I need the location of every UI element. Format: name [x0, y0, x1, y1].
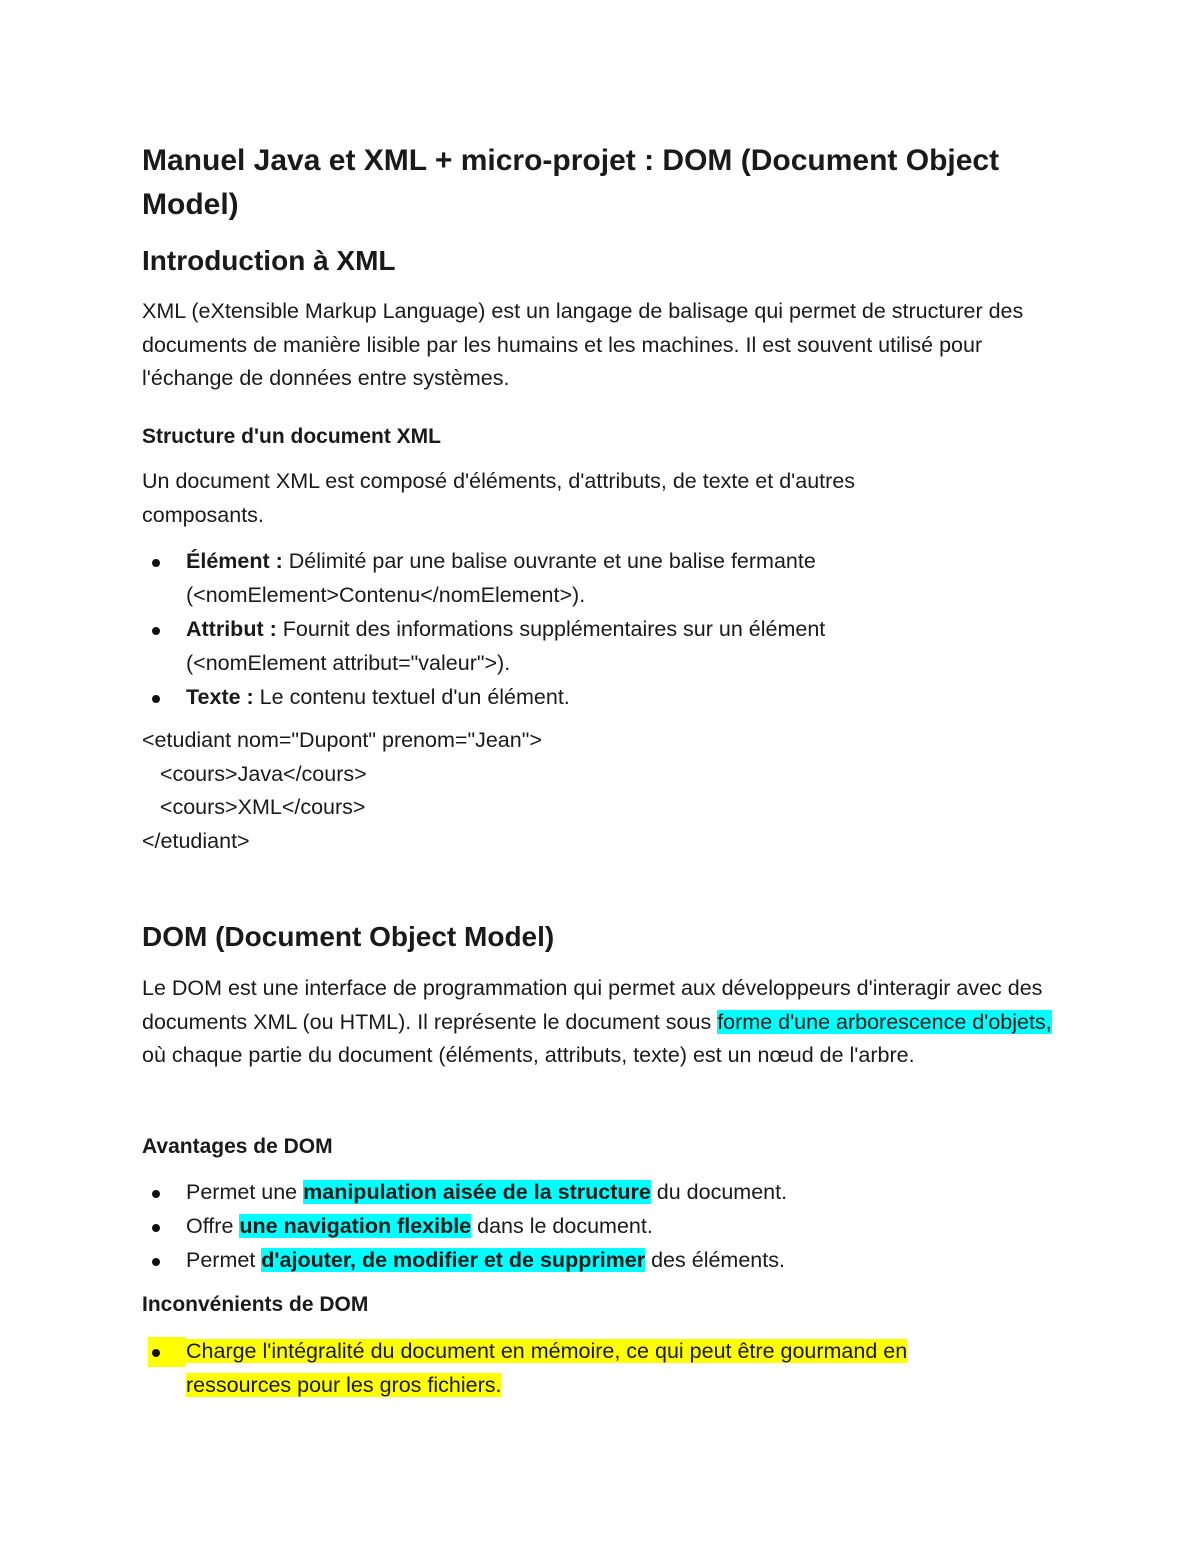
advantages-heading: Avantages de DOM — [142, 1135, 333, 1158]
xml-code-example — [142, 724, 1062, 858]
list-item-text: dans le document. — [471, 1214, 653, 1238]
dom-heading-block — [142, 919, 1062, 955]
list-item-highlight: Charge l'intégralité du document en mémoire, ce qui peut être gourmand en ressources pour les gros fichiers. — [186, 1339, 908, 1397]
list-item — [142, 1175, 1062, 1209]
bullet-icon — [152, 627, 160, 635]
document-title-block — [142, 139, 1072, 227]
list-item-term: Attribut : — [186, 617, 277, 641]
list-item-term: Élément : — [186, 549, 283, 573]
list-item-text: Offre — [186, 1214, 240, 1238]
dom-paragraph — [142, 972, 1057, 1073]
bullet-icon — [152, 695, 160, 703]
structure-paragraph: Un document XML est composé d'éléments, d'attributs, de texte et d'autres composants. — [142, 469, 856, 527]
dom-paragraph-text: où chaque partie du document (éléments, attributs, texte) est un nœud de l'arbre. — [142, 1043, 915, 1067]
list-item-highlight: une navigation flexible — [239, 1214, 472, 1238]
bullet-icon — [152, 559, 160, 567]
list-item — [142, 1334, 1012, 1402]
list-item-text: Le contenu textuel d'un élément. — [253, 685, 570, 709]
intro-paragraph-block — [142, 295, 1032, 396]
dom-paragraph-highlight: forme d'une arborescence d'objets, — [717, 1009, 1052, 1034]
list-item-text: du document. — [650, 1180, 788, 1204]
disadvantages-list — [142, 1334, 1012, 1402]
intro-heading: Introduction à XML — [142, 245, 396, 276]
list-item-highlight: manipulation aisée de la structure — [303, 1180, 651, 1204]
dom-paragraph-block — [142, 972, 1057, 1073]
structure-heading: Structure d'un document XML — [142, 425, 441, 448]
bullet-icon — [152, 1224, 160, 1232]
intro-paragraph: XML (eXtensible Markup Language) est un langage de balisage qui permet de structurer des documents de manière lisible par les humains et les machines. Il est souvent utilisé pour l'échange de données entre systèmes. — [142, 299, 1024, 390]
list-item-term: Texte : — [186, 685, 254, 709]
list-item-text: Fournit des informations supplémentaires sur un élément (<nomElement attribut="valeur">). — [186, 617, 826, 675]
structure-list — [142, 544, 922, 714]
list-item — [142, 544, 922, 612]
code-line: <etudiant nom="Dupont" prenom="Jean"> — [142, 728, 542, 752]
structure-paragraph-block — [142, 465, 962, 532]
list-item-text: des éléments. — [645, 1248, 785, 1272]
list-item-highlight: d'ajouter, de modifier et de supprimer — [261, 1248, 646, 1272]
disadvantages-heading: Inconvénients de DOM — [142, 1293, 369, 1316]
list-item-text: Permet une — [186, 1180, 304, 1204]
code-line: <cours>Java</cours> — [142, 761, 367, 786]
code-line: <cours>XML</cours> — [142, 795, 366, 819]
code-line: </etudiant> — [142, 828, 250, 853]
bullet-icon — [152, 1349, 160, 1357]
bullet-icon — [152, 1258, 160, 1266]
list-item-text: Permet — [186, 1248, 262, 1272]
list-item-text: Délimité par une balise ouvrante et une balise fermante (<nomElement>Contenu</nomElement>). — [186, 549, 816, 607]
advantages-list — [142, 1175, 1062, 1277]
dom-heading: DOM (Document Object Model) — [142, 921, 555, 952]
intro-section — [142, 243, 1062, 279]
advantages-heading-block — [142, 1132, 1062, 1162]
list-item — [142, 612, 922, 680]
list-item — [142, 1209, 1062, 1243]
structure-heading-block — [142, 422, 1062, 452]
document-title: Manuel Java et XML + micro-projet : DOM (Document Object Model) — [142, 144, 1000, 221]
disadvantages-heading-block — [142, 1290, 1062, 1320]
list-item — [142, 1243, 1062, 1277]
bullet-icon — [152, 1190, 160, 1198]
dom-paragraph-text: Le DOM est une interface de programmation qui permet aux développeurs d'interagir avec des documents XML (ou HTML). Il représente le document sous — [142, 976, 1043, 1034]
list-item — [142, 680, 922, 714]
